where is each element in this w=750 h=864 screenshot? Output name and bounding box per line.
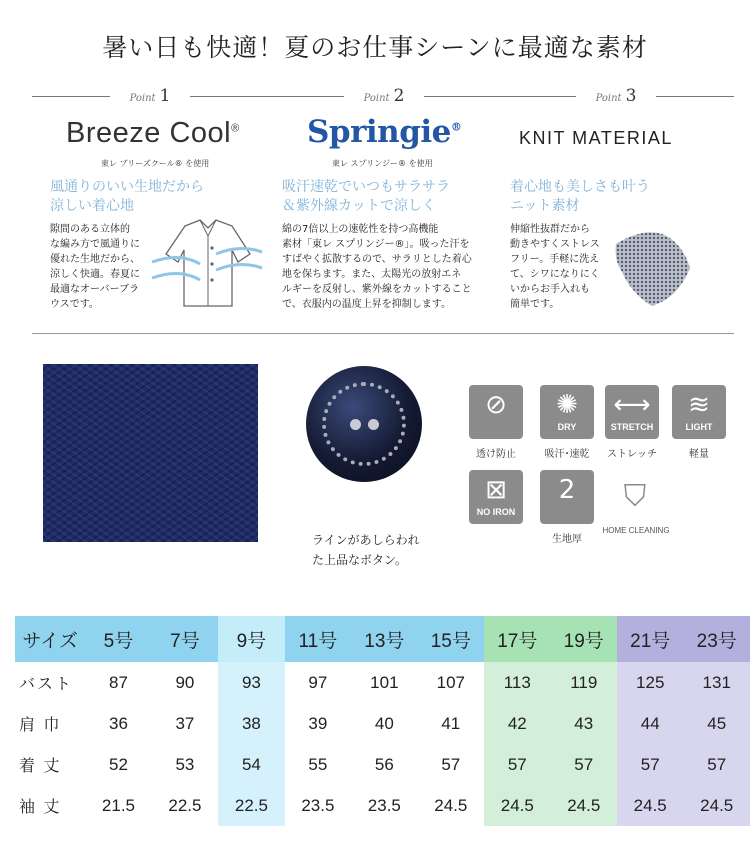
see-through-prevention-icon: ⊘: [469, 385, 523, 439]
table-row: 着 丈 52 53 54 55 56 57 57 57 57 57: [15, 744, 750, 785]
button-caption: ラインがあしらわれ た上品なボタン。: [312, 533, 420, 567]
dry-label: 吸汗･速乾: [544, 449, 590, 460]
springie-logo: Springie®: [307, 114, 462, 150]
point-1-body: 隙間のある立体的 な編み方で風通りに 優れた生地だから、 涼しく快適。春夏に 最適なオーバーブラ ウスです。: [50, 224, 140, 310]
breeze-cool-logo: Breeze Cool®: [66, 117, 240, 149]
size-table: [15, 616, 750, 826]
table-row: 肩 巾 36 37 38 39 40 41 42 43 44 45: [15, 703, 750, 744]
point-2-body: 綿の7倍以上の速乾性を持つ高機能 素材「東レ スプリンジー®」。吸った汗を すばやく拡散するので、サラリとした着心 地を保ちます。また、太陽光の放射エネ ルギーを反射し、紫外線をカットすること で、衣服内の温度上昇を抑制します。: [282, 224, 472, 310]
fabric-thickness-icon: 2: [540, 470, 594, 524]
fabric-thickness-label: 生地厚: [552, 534, 582, 545]
point-label: Point: [129, 93, 156, 104]
light-label: 軽量: [689, 449, 709, 460]
point-number: 2: [393, 86, 405, 106]
point-2-header: [266, 86, 502, 106]
point-label: Point: [363, 93, 390, 104]
stretch-label: ストレッチ: [607, 449, 657, 460]
knit-material-title: KNIT MATERIAL: [519, 128, 673, 148]
stretch-icon: ⟷ STRETCH: [605, 385, 659, 439]
fabric-swatch-image: [43, 364, 258, 542]
point-3-title: 着心地も美しさも叶う ニット素材: [510, 179, 650, 214]
point-number: 1: [159, 86, 171, 106]
page-headline: 暑い日も快適！夏のお仕事シーンに最適な素材: [102, 33, 648, 62]
table-row: 袖 丈 21.5 22.5 22.5 23.5 23.5 24.5 24.5 24.5 24.5 24.5: [15, 785, 750, 826]
point-1-title: 風通りのいい生地だから 涼しい着心地: [50, 179, 204, 214]
no-iron-icon: ⊠ NO IRON: [469, 470, 523, 524]
blouse-illustration: [150, 214, 265, 314]
home-cleaning-icon: ⛉: [623, 479, 647, 514]
dry-icon: ✺ DRY: [540, 385, 594, 439]
button-image: [306, 366, 422, 482]
size-header-row: サイズ 5号 7号 9号 11号 13号 15号 17号 19号 21号 23号: [15, 616, 750, 662]
point-2-title: 吸汗速乾でいつもサラサラ ＆紫外線カットで涼しく: [282, 179, 450, 214]
breeze-cool-sub: 東レ ブリーズクール® を使用: [101, 159, 210, 168]
point-3-body: 伸縮性抜群だから 動きやすくストレス フリー。手軽に洗え て、シワになりにく いからお手入れも 簡単です。: [510, 224, 600, 310]
knit-swatch-illustration: [612, 224, 692, 310]
springie-sub: 東レ スプリンジー® を使用: [332, 159, 433, 168]
see-through-prevention-label: 透け防止: [476, 449, 516, 460]
point-1-header: [32, 86, 268, 106]
point-3-header: [498, 86, 734, 106]
home-cleaning-label: HOME CLEANING: [602, 526, 670, 535]
table-row: バスト 87 90 93 97 101 107 113 119 125 131: [15, 662, 750, 703]
point-label: Point: [595, 93, 622, 104]
point-number: 3: [625, 86, 637, 106]
light-icon: ≋ LIGHT: [672, 385, 726, 439]
size-header-label: サイズ: [15, 616, 85, 662]
